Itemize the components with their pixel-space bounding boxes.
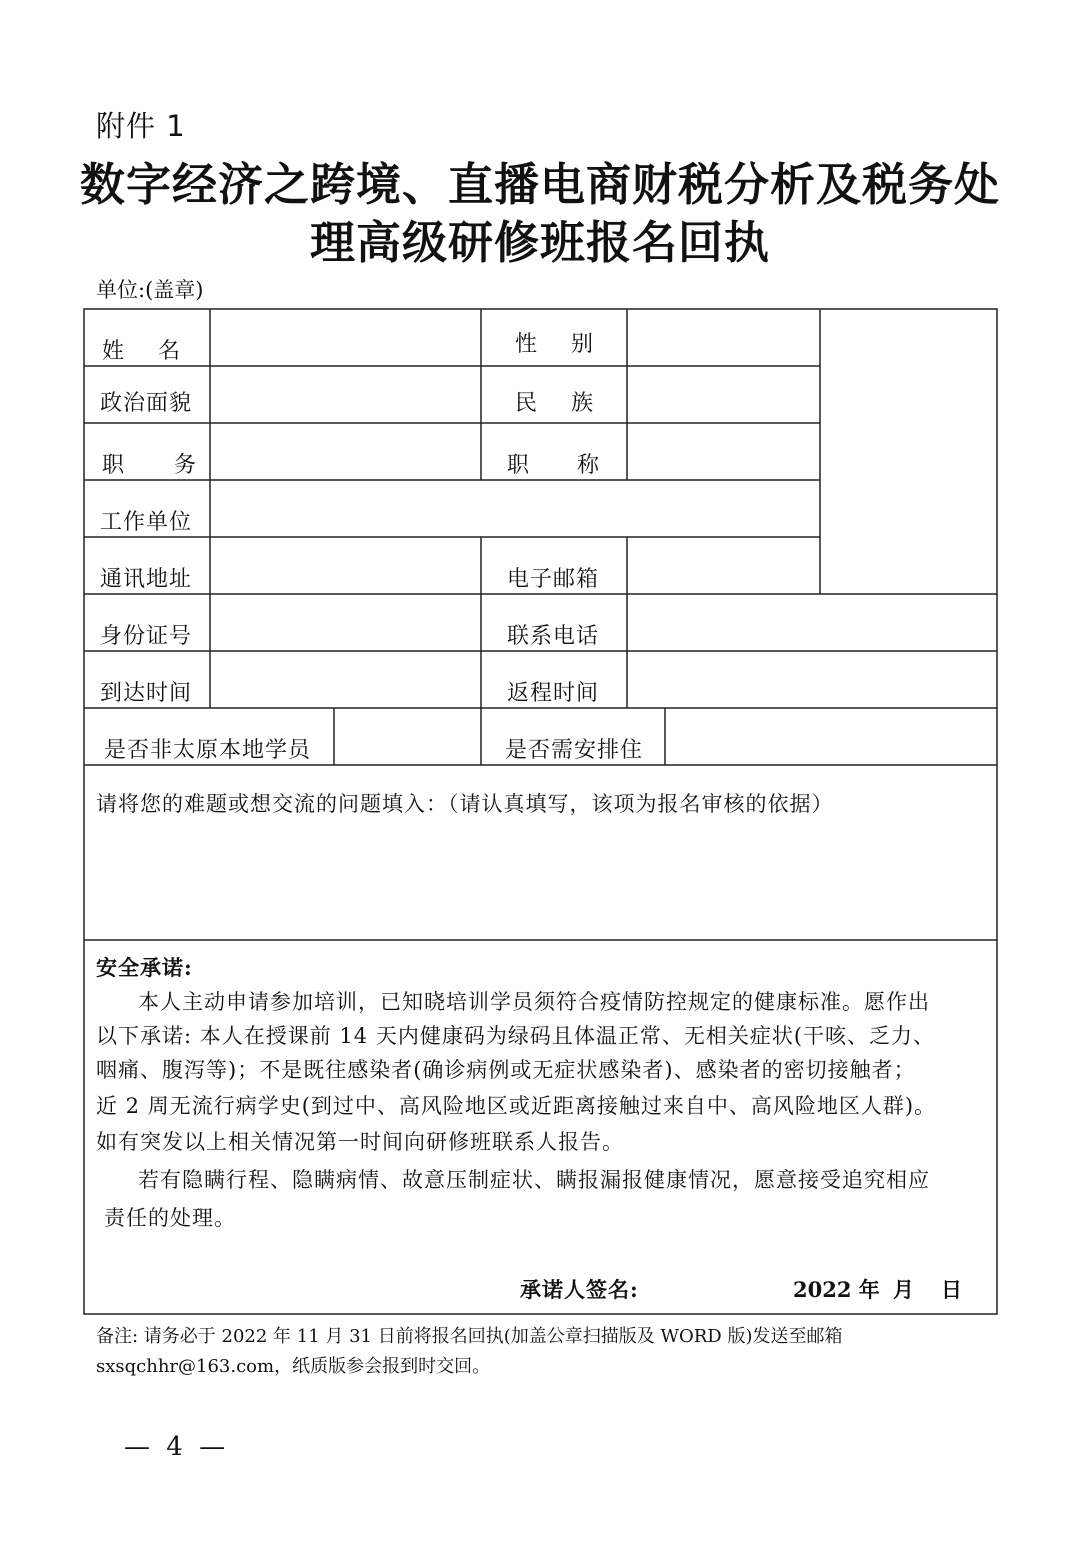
phone-input[interactable] [627,595,996,651]
label-non-local-student: 是否非太原本地学员 [104,738,312,763]
sign-year: 2022 年 [793,1277,880,1302]
gender-input[interactable] [627,310,820,366]
label-email: 电子邮箱 [507,567,600,592]
label-professional-title: 职称 [507,453,648,478]
return-time-input[interactable] [627,652,996,708]
question-textarea[interactable] [85,822,996,939]
note-line2: sxsqchhr@163.com，纸质版参会报到时交回。 [96,1356,491,1377]
address-input[interactable] [210,538,481,594]
label-position: 职务 [102,453,247,478]
label-phone: 联系电话 [507,624,600,649]
label-address: 通讯地址 [100,567,193,592]
photo-box[interactable] [821,310,996,594]
workplace-input[interactable] [210,481,820,537]
promise-line: 如有突发以上相关情况第一时间向研修班联系人报告。 [96,1130,624,1154]
label-workplace: 工作单位 [100,510,193,535]
accommodation-input[interactable] [665,709,996,765]
promise-line: 责任的处理。 [104,1206,236,1230]
sign-month: 月 [893,1277,914,1302]
attachment-label: 附件 1 [96,109,186,143]
name-input[interactable] [210,310,481,366]
note-line1: 备注: 请务必于 2022 年 11 月 31 日前将报名回执(加盖公章扫描版及 WORD 版)发送至邮箱 [96,1326,843,1347]
label-accommodation: 是否需安排住 [505,738,644,763]
unit-seal-label: 单位:(盖章) [96,278,204,302]
sign-day: 日 [941,1277,962,1302]
id-number-input[interactable] [210,595,481,651]
label-return-time: 返程时间 [507,681,600,706]
ethnicity-input[interactable] [627,367,820,423]
question-prompt: 请将您的难题或想交流的问题填入：（请认真填写，该项为报名审核的依据） [96,792,834,816]
political-status-input[interactable] [210,367,481,423]
signer-label: 承诺人签名: [520,1277,639,1302]
safety-promise-title: 安全承诺: [96,955,193,980]
promise-line: 近 2 周无流行病学史(到过中、高风险地区或近距离接触过来自中、高风险地区人群)。 [96,1094,937,1118]
label-arrival-time: 到达时间 [100,681,193,706]
label-gender: 性别 [515,332,628,357]
non-local-student-input[interactable] [334,709,481,765]
promise-line: 若有隐瞒行程、隐瞒病情、故意压制症状、瞒报漏报健康情况，愿意接受追究相应 [138,1168,930,1192]
professional-title-input[interactable] [627,424,820,480]
label-name: 姓名 [102,339,215,364]
document-title-line2: 理高级研修班报名回执 [309,216,770,269]
promise-line: 本人主动申请参加培训，已知晓培训学员须符合疫情防控规定的健康标准。愿作出 [138,990,930,1014]
promise-line: 以下承诺: 本人在授课前 14 天内健康码为绿码且体温正常、无相关症状(干咳、乏力、 [96,1024,936,1048]
label-id-number: 身份证号 [100,624,193,649]
email-input[interactable] [627,538,820,594]
document-title-line1: 数字经济之跨境、直播电商财税分析及税务处 [79,158,1000,211]
signature-field[interactable] [660,1266,780,1302]
page-number: — 4 — [124,1432,230,1462]
arrival-time-input[interactable] [210,652,481,708]
position-input[interactable] [210,424,481,480]
promise-line: 咽痛、腹泻等)；不是既往感染者(确诊病例或无症状感染者)、感染者的密切接触者； [96,1058,916,1082]
label-political-status: 政治面貌 [100,391,193,416]
label-ethnicity: 民族 [515,391,628,416]
